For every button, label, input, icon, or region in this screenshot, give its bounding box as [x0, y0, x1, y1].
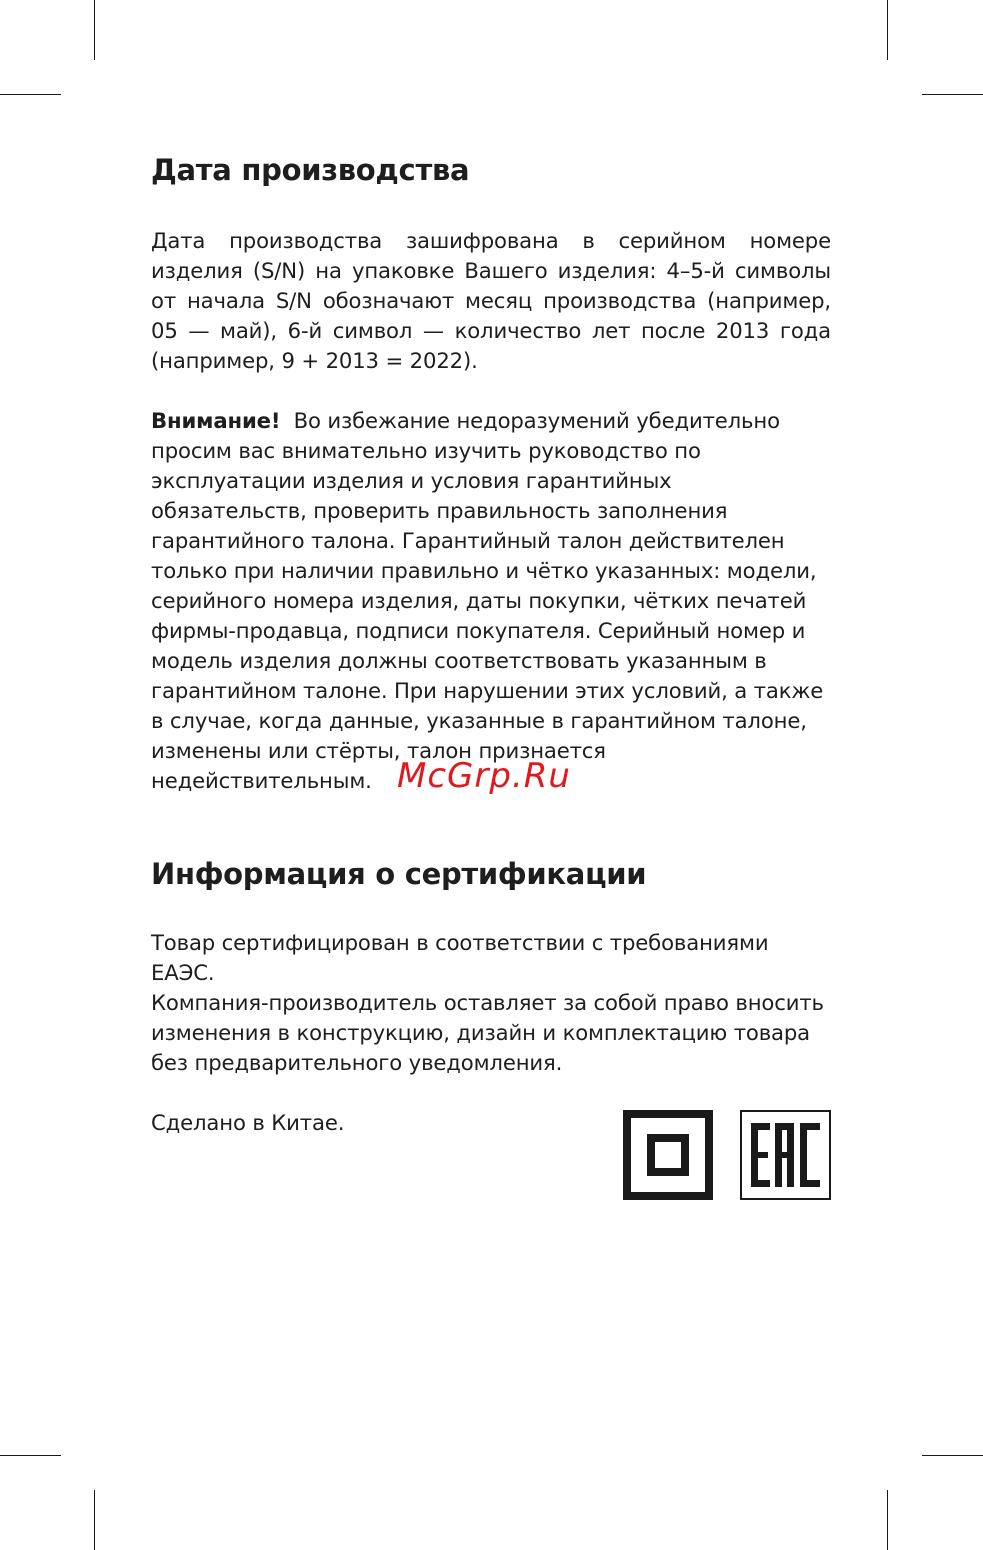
crop-mark: [887, 1490, 888, 1550]
manufacturer-rights-text: Компания-производитель оставляет за собой право вносить изменения в конструкцию, дизайн и комплектацию товара без предварительного уведомления.: [151, 990, 824, 1075]
made-in-text: Сделано в Китае.: [151, 1110, 345, 1135]
eac-logo-icon: [740, 1110, 831, 1200]
crop-mark: [922, 1455, 983, 1456]
certification-text: Товар сертифицирован в соответствии с требованиями ЕАЭС.: [151, 930, 769, 985]
warning-paragraph: [151, 406, 831, 796]
crop-mark: [0, 94, 61, 95]
production-date-heading: Дата производства: [151, 153, 470, 187]
document-body: [151, 148, 831, 1138]
crop-mark: [922, 94, 983, 95]
warning-text: Во избежание недоразумений убедительно просим вас внимательно изучить руководство по эксплуатации изделия и условия гарантийных обязательств, проверить правильность заполнения гарантийного талона. Гарантийный талон действителен только при наличии правильно и чётко указанных: модели, серийного номера изделия, даты покупки, чётких печатей фирмы-продавца, подписи покупателя. Серийный номер и модель изделия должны соответствовать указанным в гарантийном талоне. При нарушении этих условий, а также в случае, когда данные, указанные в гарантийном талоне, изменены или стёрты, талон признается недействительным.: [151, 408, 824, 793]
eac-logo-letters: [742, 1112, 829, 1198]
double-insulation-icon: [623, 1110, 713, 1200]
crop-mark: [94, 0, 95, 60]
production-date-text: Дата производства зашифрована в серийном номере изделия (S/N) на упаковке Вашего изделия: 4–5-й символы от начала S/N обозначают месяц производства (например, 05 — май), 6-й символ — количество лет после 2013 года (например, 9 + 2013 = 2022).: [151, 228, 831, 373]
warning-label: Внимание!: [151, 408, 281, 433]
certification-heading: Информация о сертификации: [151, 857, 647, 891]
crop-mark: [887, 0, 888, 60]
crop-mark: [94, 1490, 95, 1550]
watermark: McGrp.Ru: [397, 756, 571, 796]
crop-mark: [0, 1455, 61, 1456]
